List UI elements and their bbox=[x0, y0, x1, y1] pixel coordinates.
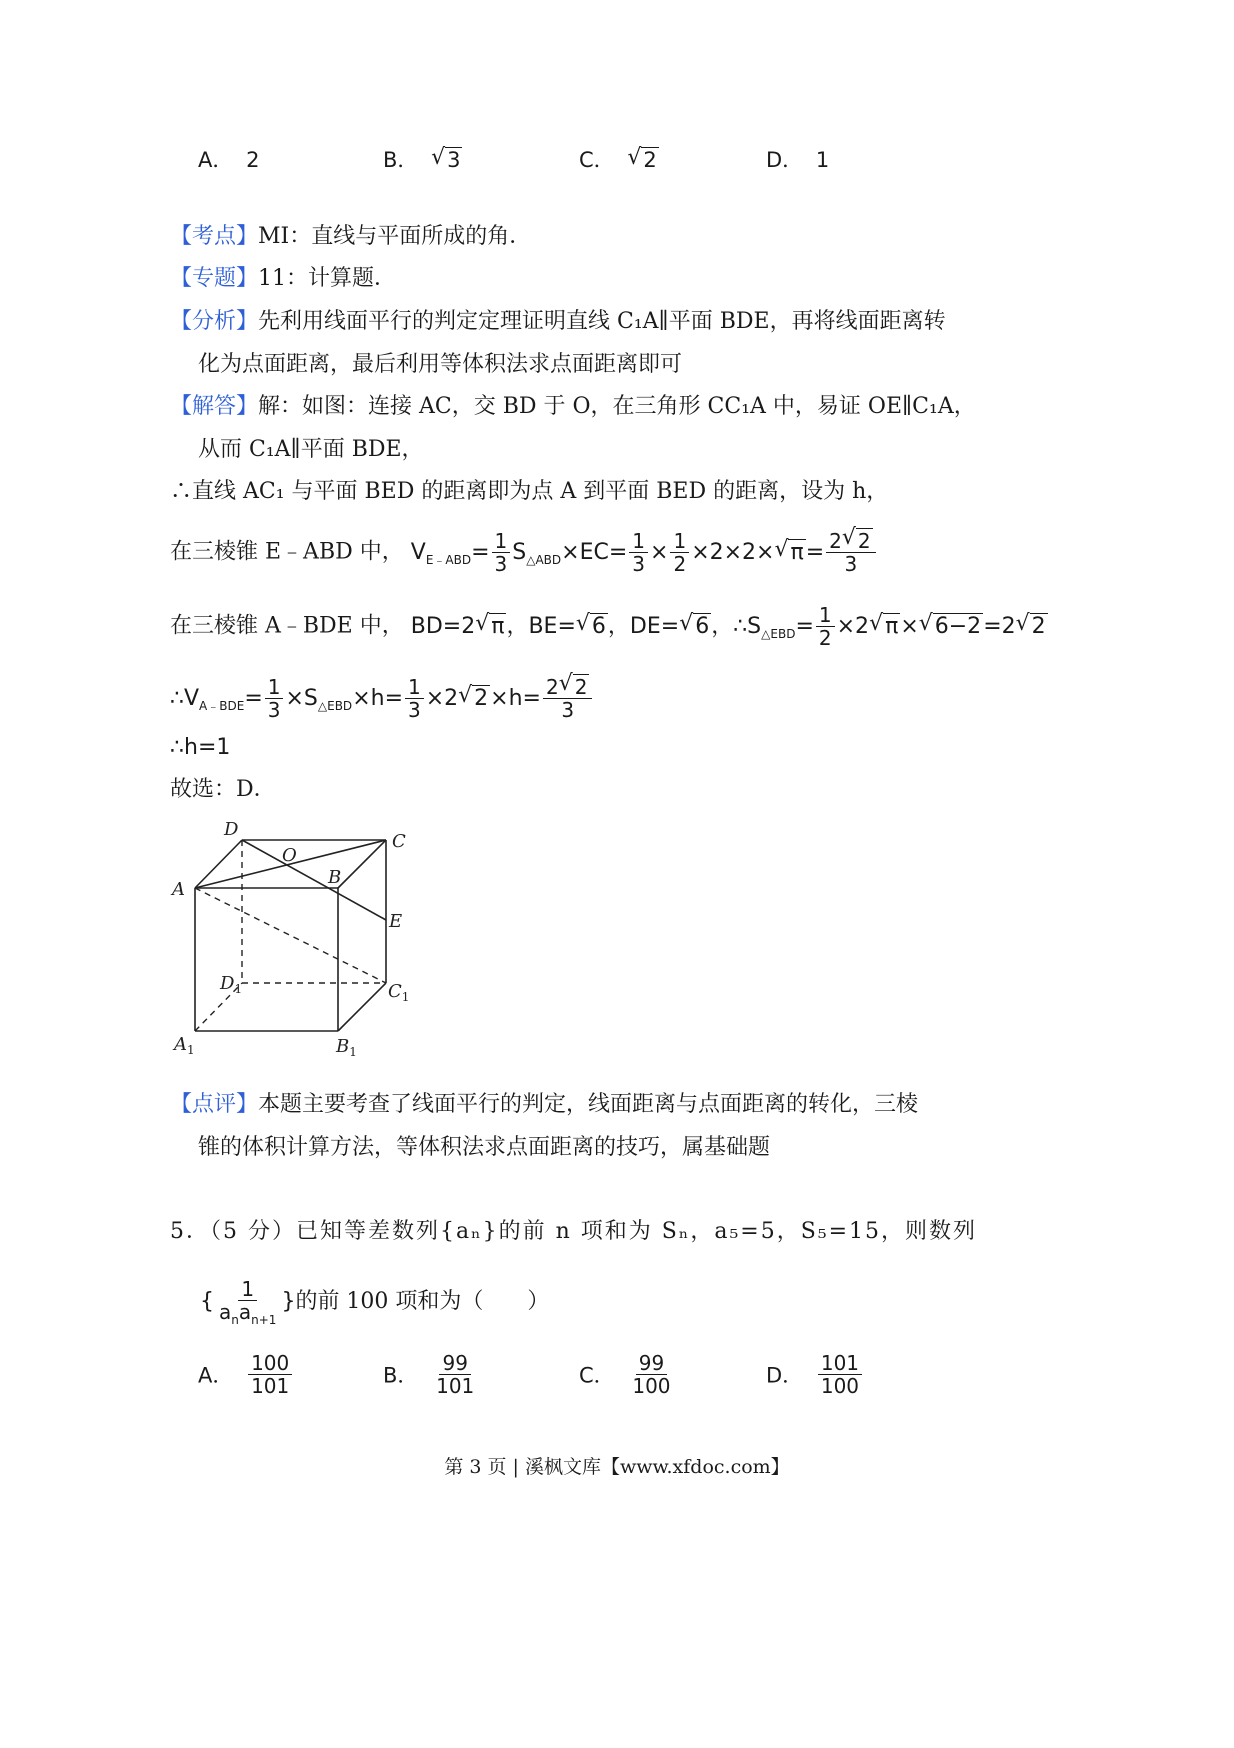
label-d1: $D_1$ bbox=[220, 973, 243, 996]
jieda-line-2: 从而 C₁A∥平面 BDE， bbox=[198, 437, 424, 462]
label-d: D bbox=[224, 819, 239, 840]
kaodian-line bbox=[170, 222, 531, 252]
fenxi-tag: 【分析】 bbox=[170, 309, 259, 334]
option-letter: A． bbox=[198, 148, 234, 172]
q5-option-c bbox=[579, 1352, 676, 1397]
q4-option-c bbox=[579, 144, 659, 174]
option-letter: D． bbox=[766, 1363, 804, 1388]
kaodian-tag: 【考点】 bbox=[170, 224, 259, 249]
dianping-line-2: 锥的体积计算方法，等体积法求点面距离的技巧，属基础题 bbox=[198, 1135, 771, 1160]
label-c1: $C_1$ bbox=[388, 981, 410, 1004]
volume-a-bde-line bbox=[170, 676, 594, 721]
sqrt-2: √ 2 bbox=[627, 148, 658, 172]
sequence-fraction: { $\frac{1}{a_na_{n+1}}$ } bbox=[200, 1277, 296, 1327]
zhuanti-text: 11：计算题． bbox=[258, 266, 397, 291]
label-a1: $A_1$ bbox=[174, 1034, 195, 1057]
label-o: O bbox=[282, 845, 297, 866]
option-value: 1 bbox=[815, 148, 830, 172]
dianping-line-1 bbox=[170, 1090, 918, 1120]
jieda-text-1: 解：如图：连接 AC，交 BD 于 O，在三角形 CC₁A 中，易证 OE∥C₁A， bbox=[258, 394, 976, 419]
q5-option-b bbox=[383, 1352, 479, 1397]
jieda-line-1 bbox=[170, 392, 976, 422]
dianping-text-1: 本题主要考查了线面平行的判定，线面距离与点面距离的转化，三棱 bbox=[258, 1092, 919, 1117]
option-fraction: $\frac{100}{101}$ bbox=[248, 1352, 292, 1397]
option-value: 2 bbox=[246, 148, 260, 172]
q5-option-d bbox=[766, 1352, 864, 1397]
distance-line: ∴直线 AC₁ 与平面 BED 的距离即为点 A 到平面 BED 的距离，设为 h， bbox=[170, 479, 889, 504]
option-letter: A． bbox=[198, 1363, 234, 1388]
label-c: C bbox=[392, 831, 406, 852]
option-letter: B． bbox=[383, 148, 419, 172]
jieda-tag: 【解答】 bbox=[170, 394, 259, 419]
option-letter: D． bbox=[766, 148, 804, 172]
label-b: B bbox=[328, 867, 342, 888]
zhuanti-tag: 【专题】 bbox=[170, 266, 259, 291]
line-prefix: 在三棱锥 A﹣BDE 中， bbox=[170, 613, 404, 639]
fenxi-line-2: 化为点面距离，最后利用等体积法求点面距离即可 bbox=[198, 352, 683, 377]
option-fraction: $\frac{99}{101}$ bbox=[436, 1351, 475, 1398]
q4-option-b bbox=[383, 144, 462, 174]
kaodian-text: MI：直线与平面所成的角． bbox=[258, 224, 532, 249]
q5-stem-line-1: 5．（5 分）已知等差数列{aₙ}的前 n 项和为 Sₙ，a₅=5，S₅=15，则数列 bbox=[170, 1219, 978, 1244]
q5-stem-line-2 bbox=[200, 1278, 549, 1326]
label-a: A bbox=[172, 879, 185, 900]
option-letter: C． bbox=[579, 1363, 615, 1388]
answer-choice: 故选：D． bbox=[170, 777, 276, 802]
dianping-tag: 【点评】 bbox=[170, 1092, 259, 1117]
q5-option-a bbox=[198, 1352, 294, 1397]
q5-stem-suffix: 的前 100 项和为（ ） bbox=[295, 1289, 550, 1314]
q4-option-a bbox=[198, 144, 259, 174]
line-prefix: 在三棱锥 E﹣ABD 中， bbox=[170, 539, 404, 565]
lengths-line bbox=[170, 604, 1048, 649]
option-fraction: $\frac{101}{100}$ bbox=[818, 1352, 862, 1397]
h-result: ∴h=1 bbox=[170, 735, 231, 760]
fenxi-line-1 bbox=[170, 307, 946, 337]
page-footer: 第 3 页 | 溪枫文库【www.xfdoc.com】 bbox=[444, 1456, 790, 1478]
option-letter: B． bbox=[383, 1363, 419, 1388]
volume-equation: $\therefore V_{A﹣BDE}=$ $\frac{1}{3}$ $\times S_{\triangle EBD}\times h=$ $\frac{1}{3}$ ×2√ 2×h= $\frac{2√ 2}{3}$ bbox=[170, 686, 594, 711]
option-fraction: $\frac{99}{100}$ bbox=[632, 1351, 671, 1398]
label-b1: $B_1$ bbox=[336, 1036, 357, 1059]
volume-e-abd-line bbox=[170, 530, 878, 575]
zhuanti-line bbox=[170, 264, 396, 294]
volume-formula: $V_{E﹣ABD}=$ $\frac{1}{3}$ $S_{\triangle ABD}\times EC=$ $\frac{1}{3}$ × $\frac{1}{2}$ ×2×2×√ π= $\frac{2√ 2}{3}$ bbox=[411, 540, 878, 565]
cube-figure bbox=[160, 815, 430, 1065]
option-letter: C． bbox=[579, 148, 615, 172]
q4-option-d bbox=[766, 144, 829, 174]
sqrt-3: √ 3 bbox=[431, 148, 462, 172]
lengths-formula: BD=2√ π，BE=√ 6，DE=√ 6，$\therefore S_{\triangle EBD}=$ $\frac{1}{2}$ ×2√ π×√ 6−2=2√ 2 bbox=[411, 614, 1048, 639]
fenxi-text-1: 先利用线面平行的判定定理证明直线 C₁A∥平面 BDE，再将线面距离转 bbox=[258, 309, 946, 334]
label-e: E bbox=[389, 911, 403, 932]
